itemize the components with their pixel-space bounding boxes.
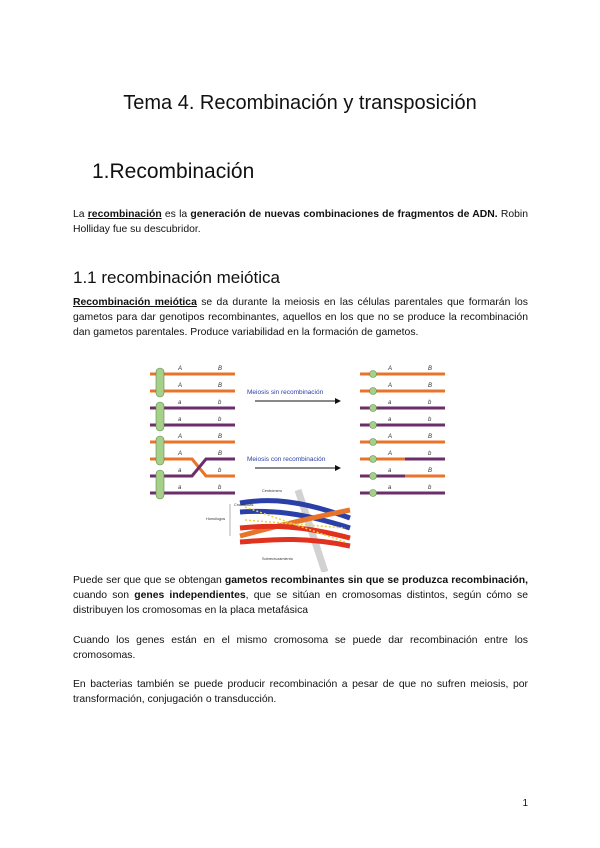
arrow-con-recombinacion xyxy=(247,456,341,471)
independent-genes-paragraph xyxy=(73,573,528,618)
right-top-chromosomes xyxy=(360,366,445,429)
term-recombinacion-meiotica: Recombinación meiótica xyxy=(73,297,197,308)
allele-label: A xyxy=(178,366,183,372)
allele-label: B xyxy=(428,434,433,440)
micro-label: Homólogos xyxy=(206,517,226,521)
arrow-top-label: Meiosis sin recombinación xyxy=(247,389,324,396)
meiotic-paragraph xyxy=(73,295,528,340)
para2-bold-2: genes independientes xyxy=(134,590,246,601)
page-title: Tema 4. Recombinación y transposición xyxy=(123,92,477,114)
allele-label: A xyxy=(388,434,393,440)
section-heading-recombinacion: 1.Recombinación xyxy=(92,160,255,183)
arrow-head-icon xyxy=(335,398,341,404)
meiotic-text: se da durante la meiosis en las células parentales que formarán los gametos para dar genotipos recombinantes, aquellos en los que no se produce la recombinación dan gametos parentales. Produce variabilidad en la formación de gametos. xyxy=(73,297,528,338)
recombination-figure xyxy=(150,360,450,572)
allele-label: a xyxy=(388,417,392,423)
allele-label: B xyxy=(428,468,433,474)
allele-label: b xyxy=(428,417,432,423)
allele-label: B xyxy=(218,366,223,372)
allele-label: b xyxy=(428,400,432,406)
allele-label: B xyxy=(218,434,223,440)
allele-label: A xyxy=(388,366,393,372)
allele-label: b xyxy=(218,468,222,474)
allele-label: a xyxy=(388,468,392,474)
left-top-chromosomes xyxy=(150,366,235,431)
para2-text-a: Puede ser que que se obtengan xyxy=(73,575,225,586)
allele-label: B xyxy=(218,451,223,457)
allele-label: a xyxy=(388,400,392,406)
bacteria-paragraph: En bacterias también se puede producir recombinación a pesar de que no sufren meiosis, por transformación, conjugación o transducción. xyxy=(73,679,528,705)
allele-label: b xyxy=(218,417,222,423)
micro-label: Sobrecruzamiento xyxy=(262,557,293,561)
para2-text-c: cuando son xyxy=(73,590,135,601)
intro-text-c: Robin Holliday fue su descubridor. xyxy=(73,209,528,235)
allele-label: a xyxy=(178,400,182,406)
allele-label: B xyxy=(218,383,223,389)
section-heading-meiotica: 1.1 recombinación meiótica xyxy=(73,268,280,287)
para2-bold-1: gametos recombinantes sin que se produzca recombinación, xyxy=(224,575,528,586)
crossover-illustration xyxy=(206,489,350,572)
arrow-head-icon xyxy=(335,465,341,471)
left-bottom-chromosomes xyxy=(150,434,235,499)
allele-label: a xyxy=(178,468,182,474)
same-chromosome-paragraph: Cuando los genes están en el mismo cromosoma se puede dar recombinación entre los cromosomas. xyxy=(73,635,528,661)
term-recombinacion: recombinación xyxy=(87,209,162,220)
allele-label: A xyxy=(388,383,393,389)
allele-label: B xyxy=(428,366,433,372)
micro-label: Centrómero xyxy=(262,489,283,493)
allele-label: A xyxy=(178,451,183,457)
allele-label: a xyxy=(388,485,392,491)
intro-text-a: La xyxy=(73,209,88,220)
intro-text-b: es la xyxy=(161,209,191,220)
allele-label: A xyxy=(178,383,183,389)
intro-paragraph xyxy=(73,207,528,237)
arrow-sin-recombinacion xyxy=(247,389,341,404)
allele-label: b xyxy=(428,485,432,491)
allele-label: A xyxy=(178,434,183,440)
allele-label: a xyxy=(178,485,182,491)
para2-text-d: , que se sitúan en cromosomas distintos, según cómo se distribuyen los cromosomas en la placa metafásica xyxy=(73,590,528,616)
allele-label: a xyxy=(178,417,182,423)
arrow-bottom-label: Meiosis con recombinación xyxy=(247,456,326,463)
micro-label: Cromátidas xyxy=(234,503,254,507)
intro-definition: generación de nuevas combinaciones de fragmentos de ADN. xyxy=(190,209,498,220)
allele-label: b xyxy=(218,485,222,491)
allele-label: b xyxy=(218,400,222,406)
allele-label: B xyxy=(428,383,433,389)
page-number: 1 xyxy=(522,798,528,809)
allele-label: A xyxy=(388,451,393,457)
right-bottom-chromosomes xyxy=(360,434,445,497)
allele-label: b xyxy=(428,451,432,457)
